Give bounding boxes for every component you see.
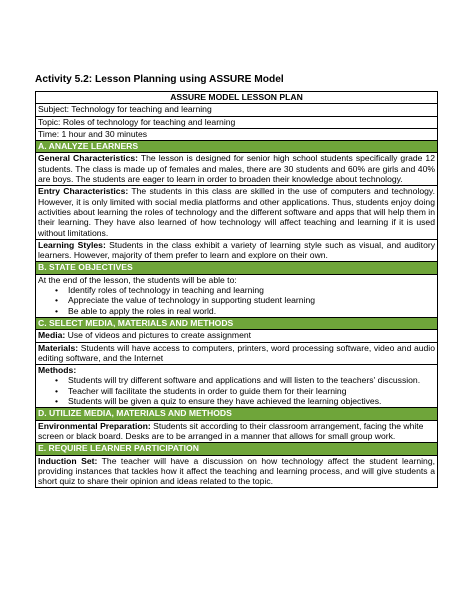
methods-list xyxy=(38,375,435,406)
topic-cell: Topic: Roles of technology for teaching and learning xyxy=(36,116,438,128)
table-row xyxy=(36,443,438,455)
list-item: • Students will try different software and applications and will listen to the teachers' discussion. xyxy=(68,375,435,385)
induction-set-label: Induction Set: xyxy=(38,455,98,466)
section-analyze-learners: A. ANALYZE LEARNERS xyxy=(36,141,438,153)
environmental-preparation-label: Environmental Preparation: xyxy=(38,420,151,431)
objectives-list xyxy=(38,285,435,316)
activity-title: Activity 5.2: Lesson Planning using ASSURE Model xyxy=(35,74,284,85)
list-item: • Be able to apply the roles in real world. xyxy=(68,306,435,316)
general-characteristics-text: The lesson is designed for senior high school students specifically grade 12 students. The class is made up of females and males, there are 30 students and 60% are girls and 40% are boys. The students are eager to learn in order to broaden their knowledge about technology. xyxy=(38,153,435,185)
materials-label: Materials: xyxy=(38,342,79,353)
learning-styles-label: Learning Styles: xyxy=(38,239,106,250)
section-state-objectives: B. STATE OBJECTIVES xyxy=(36,262,438,274)
table-row xyxy=(36,239,438,262)
plan-header: ASSURE MODEL LESSON PLAN xyxy=(36,92,438,104)
learning-styles-cell xyxy=(36,239,438,262)
table-row xyxy=(36,455,438,488)
list-item: • Students will be given a quiz to ensure they have achieved the learning objectives. xyxy=(68,396,435,406)
table-row xyxy=(36,342,438,365)
methods-label: Methods: xyxy=(38,365,77,376)
media-text: Use of videos and pictures to create assignment xyxy=(65,330,252,341)
materials-text: Students will have access to computers, printers, word processing software, video and audio editing software, and the Internet xyxy=(38,342,435,363)
learning-styles-text: Students in the class exhibit a variety of learning style such as visual, and auditory learners. However, majority of them prefer to learn and explore on their own. xyxy=(38,239,436,261)
list-item: • Identify roles of technology in teaching and learning xyxy=(68,285,435,295)
table-row xyxy=(36,408,438,420)
section-select-media: C. SELECT MEDIA, MATERIALS AND METHODS xyxy=(36,317,438,329)
objectives-cell xyxy=(36,274,438,317)
induction-set-cell xyxy=(36,455,438,488)
materials-cell xyxy=(36,342,438,365)
table-row xyxy=(36,330,438,342)
list-item: • Teacher will facilitate the students in order to guide them for their learning xyxy=(68,386,435,396)
media-label: Media: xyxy=(38,330,66,341)
table-row xyxy=(36,420,438,443)
section-require-participation: E. REQUIRE LEARNER PARTICIPATION xyxy=(36,443,438,455)
list-item: • Appreciate the value of technology in supporting student learning xyxy=(68,295,435,305)
media-cell xyxy=(36,330,438,342)
general-characteristics-cell xyxy=(36,153,438,186)
methods-cell xyxy=(36,365,438,408)
table-row xyxy=(36,274,438,317)
entry-characteristics-label: Entry Characteristics: xyxy=(38,186,129,197)
table-row xyxy=(36,92,438,104)
entry-characteristics-cell xyxy=(36,186,438,239)
entry-characteristics-text: The students in this class are skilled in the use of computers and technology. However, it is only limited with social media platforms and other applications. Thus, students enjoy doing activities about learning the roles of technology and the different software and apps that will help them in their learning. They have also learned of how technology will affect teaching and learning if it is used without limitations. xyxy=(38,186,435,238)
table-row xyxy=(36,262,438,274)
table-row xyxy=(36,365,438,408)
table-row xyxy=(36,128,438,140)
section-utilize-media: D. UTILIZE MEDIA, MATERIALS AND METHODS xyxy=(36,408,438,420)
environmental-preparation-cell xyxy=(36,420,438,443)
lesson-plan-table xyxy=(35,91,438,488)
subject-cell: Subject: Technology for teaching and learning xyxy=(36,104,438,116)
table-row xyxy=(36,153,438,186)
objectives-intro: At the end of the lesson, the students will be able to: xyxy=(38,274,237,285)
table-row xyxy=(36,186,438,239)
table-row xyxy=(36,104,438,116)
time-cell: Time: 1 hour and 30 minutes xyxy=(36,128,438,140)
table-row xyxy=(36,317,438,329)
table-row xyxy=(36,141,438,153)
table-row xyxy=(36,116,438,128)
induction-set-text: The teacher will have a discussion on how technology affect the student learning, providing instances that tackles how it affect the teaching and learning process, and will give students a short quiz to share their opinion and ideas related to the topic. xyxy=(38,455,435,487)
environmental-preparation-text: Students sit according to their classroom arrangement, facing the white screen or black board. Desks are to be arranged in a manner that allows for small group work. xyxy=(38,420,424,441)
general-characteristics-label: General Characteristics: xyxy=(38,153,138,164)
